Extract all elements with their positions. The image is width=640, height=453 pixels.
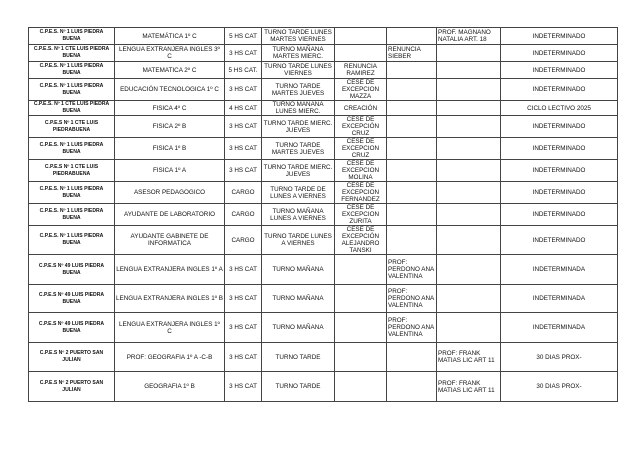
schedule-cell: TURNO TARDE MARTES JUEVES xyxy=(262,79,335,101)
reason-cell: CESE DE EXCEPCION MOLINA xyxy=(335,160,387,182)
schedule-cell: TURNO MAÑANA xyxy=(262,255,335,285)
professor-cell xyxy=(437,226,501,255)
duration-cell: INDETERMINADO xyxy=(501,160,618,182)
school-cell: C.P.E.S Nº 49 LUIS PIEDRA BUENA xyxy=(29,285,115,313)
hours-cell: 5 HS CAT. xyxy=(225,62,262,79)
school-cell: C.P.E.S. Nº 1 CTE LUIS PIEDRA BUENA xyxy=(29,101,115,116)
professor-cell: PROF: FRANK MATIAS LIC ART 11 xyxy=(437,343,501,372)
subject-cell: LENGUA EXTRANJERA INGLES 1º B xyxy=(115,285,225,313)
duration-cell: INDETERMINADO xyxy=(501,45,618,62)
reason-cell: CESE DE EXCEPCION CRUZ xyxy=(335,138,387,160)
school-cell: C.P.E.S. Nº 1 CTE LUIS PIEDRA BUENA xyxy=(29,45,115,62)
table-row xyxy=(29,116,618,138)
school-cell: C.P.E.S Nº 49 LUIS PIEDRA BUENA xyxy=(29,313,115,343)
table-row xyxy=(29,372,618,402)
duration-cell: INDETERMINADO xyxy=(501,182,618,204)
reason-cell xyxy=(335,28,387,45)
hours-cell: 3 HS CAT xyxy=(225,313,262,343)
school-cell: C.P.E.S. Nº 1 LUIS PIEDRA BUENA xyxy=(29,204,115,226)
subject-cell: MATEMÁTICA 1º C xyxy=(115,28,225,45)
reason-cell: CESE DE EXCEPCIÓN ALEJANDRO TANSKI xyxy=(335,226,387,255)
table-row xyxy=(29,204,618,226)
professor-cell xyxy=(437,101,501,116)
professor-cell: PROF. MAGNANO NATALIA ART. 18 xyxy=(437,28,501,45)
duration-cell: 30 DIAS PROX- xyxy=(501,372,618,402)
schedule-cell: TURNO MAÑANA MARTES MIERC. xyxy=(262,45,335,62)
school-cell: C.P.E.S Nº 2 PUERTO SAN JULIAN xyxy=(29,372,115,402)
hours-cell: 3 HS CAT xyxy=(225,138,262,160)
replacement-cell xyxy=(387,226,437,255)
table-row xyxy=(29,255,618,285)
table-row xyxy=(29,45,618,62)
subject-cell: ASESOR PEDAGOGICO xyxy=(115,182,225,204)
subject-cell: MATEMATICA 2º C xyxy=(115,62,225,79)
schedule-cell: TURNO TARDE DE LUNES A VIERNES xyxy=(262,182,335,204)
duration-cell: INDETERMINADO xyxy=(501,28,618,45)
subject-cell: AYUDANTE DE LABORATORIO xyxy=(115,204,225,226)
school-cell: C.P.E.S. Nº 1 LUIS PIEDRA BUENA xyxy=(29,138,115,160)
table-row xyxy=(29,138,618,160)
school-cell: C.P.E.S Nº 1 CTE LUIS PIEDRABUENA xyxy=(29,116,115,138)
replacement-cell xyxy=(387,372,437,402)
reason-cell: CESE DE EXCEPCION MAZZA xyxy=(335,79,387,101)
hours-cell: 3 HS CAT xyxy=(225,255,262,285)
schedule-cell: TURNO MAÑANA LUNES MIERC. xyxy=(262,101,335,116)
hours-cell: CARGO xyxy=(225,226,262,255)
subject-cell: EDUCACIÓN TECNOLOGICA 1º C xyxy=(115,79,225,101)
duration-cell: INDETERMINADA xyxy=(501,285,618,313)
hours-cell: 3 HS CAT xyxy=(225,372,262,402)
replacement-cell xyxy=(387,116,437,138)
schedule-cell: TURNO MAÑANA LUNES A VIERNES xyxy=(262,204,335,226)
professor-cell xyxy=(437,255,501,285)
table-row xyxy=(29,62,618,79)
replacement-cell: PROF: PERDONO ANA VALENTINA xyxy=(387,313,437,343)
professor-cell xyxy=(437,182,501,204)
schedule-cell: TURNO TARDE xyxy=(262,372,335,402)
subject-cell: FISICA 4º C xyxy=(115,101,225,116)
schedule-cell: TURNO MAÑANA xyxy=(262,313,335,343)
reason-cell xyxy=(335,45,387,62)
replacement-cell xyxy=(387,343,437,372)
subject-cell: LENGUA EXTRANJERA INGLES 1º C xyxy=(115,313,225,343)
school-cell: C.P.E.S. Nº 1 LUIS PIEDRA BUENA xyxy=(29,182,115,204)
subject-cell: LENGUA EXTRANJERA INGLES 1º A xyxy=(115,255,225,285)
schedule-cell: TURNO TARDE LUNES A VIERNES xyxy=(262,226,335,255)
schedule-cell: TURNO TARDE xyxy=(262,343,335,372)
professor-cell xyxy=(437,79,501,101)
duration-cell: INDETERMINADO xyxy=(501,204,618,226)
table-row xyxy=(29,313,618,343)
replacement-cell xyxy=(387,204,437,226)
hours-cell: CARGO xyxy=(225,204,262,226)
school-cell: C.P.E.S Nº 49 LUIS PIEDRA BUENA xyxy=(29,255,115,285)
table-row xyxy=(29,101,618,116)
hours-cell: 3 HS CAT xyxy=(225,79,262,101)
table-row xyxy=(29,285,618,313)
table-row xyxy=(29,160,618,182)
subject-cell: AYUDANTE GABINETE DE INFORMATICA xyxy=(115,226,225,255)
schedule-cell: TURNO MAÑANA xyxy=(262,285,335,313)
reason-cell xyxy=(335,372,387,402)
replacement-cell xyxy=(387,182,437,204)
duration-cell: INDETERMINADA xyxy=(501,313,618,343)
professor-cell xyxy=(437,62,501,79)
schedule-cell: TURNO TARDE MIERC. JUEVES xyxy=(262,160,335,182)
reason-cell: CESE DE EXCEPCION ZURITA xyxy=(335,204,387,226)
subject-cell: GEOGRAFIA 1º B xyxy=(115,372,225,402)
professor-cell xyxy=(437,116,501,138)
hours-cell: 3 HS CAT xyxy=(225,116,262,138)
vacancies-table xyxy=(28,27,618,402)
replacement-cell xyxy=(387,62,437,79)
replacement-cell xyxy=(387,28,437,45)
table-row xyxy=(29,343,618,372)
professor-cell: PROF: FRANK MATIAS LIC ART 11 xyxy=(437,372,501,402)
reason-cell: CESE DE EXCEPCION FERNANDEZ xyxy=(335,182,387,204)
reason-cell: RENUNCIA RAMIREZ xyxy=(335,62,387,79)
school-cell: C.P.E.S. Nº 1 LUIS PIEDRA BUENA xyxy=(29,28,115,45)
school-cell: C.P.E.S Nº 1 CTE LUIS PIEDRABUENA xyxy=(29,160,115,182)
replacement-cell: RENUNCIA SIEBER xyxy=(387,45,437,62)
schedule-cell: TURNO TARDE LUNES MARTES VIERNES xyxy=(262,28,335,45)
replacement-cell xyxy=(387,79,437,101)
subject-cell: LENGUA EXTRANJERA INGLES 3º C xyxy=(115,45,225,62)
duration-cell: CICLO LECTIVO 2025 xyxy=(501,101,618,116)
reason-cell xyxy=(335,285,387,313)
duration-cell: INDETERMINADO xyxy=(501,116,618,138)
school-cell: C.P.E.S Nº 2 PUERTO SAN JULIAN xyxy=(29,343,115,372)
school-cell: C.P.E.S. Nº 1 LUIS PIEDRA BUENA xyxy=(29,226,115,255)
professor-cell xyxy=(437,138,501,160)
hours-cell: CARGO xyxy=(225,182,262,204)
schedule-cell: TURNO TARDE MIERC. JUEVES xyxy=(262,116,335,138)
reason-cell: CREACIÓN xyxy=(335,101,387,116)
subject-cell: FISICA 2º B xyxy=(115,116,225,138)
replacement-cell xyxy=(387,160,437,182)
reason-cell xyxy=(335,313,387,343)
professor-cell xyxy=(437,285,501,313)
replacement-cell: PROF: PERDONO ANA VALENTINA xyxy=(387,285,437,313)
duration-cell: INDETERMINADO xyxy=(501,79,618,101)
school-cell: C.P.E.S. Nº 1 LUIS PIEDRA BUENA xyxy=(29,79,115,101)
reason-cell xyxy=(335,255,387,285)
duration-cell: INDETERMINADA xyxy=(501,255,618,285)
professor-cell xyxy=(437,204,501,226)
replacement-cell: PROF: PERDONO ANA VALENTINA xyxy=(387,255,437,285)
hours-cell: 3 HS CAT xyxy=(225,45,262,62)
duration-cell: INDETERMINADO xyxy=(501,62,618,79)
subject-cell: FISICA 1º A xyxy=(115,160,225,182)
professor-cell xyxy=(437,313,501,343)
subject-cell: PROF: GEOGRAFIA 1º A -C-B xyxy=(115,343,225,372)
reason-cell xyxy=(335,343,387,372)
replacement-cell xyxy=(387,138,437,160)
table-row xyxy=(29,182,618,204)
hours-cell: 3 HS CAT xyxy=(225,160,262,182)
table-row xyxy=(29,79,618,101)
table-row xyxy=(29,28,618,45)
reason-cell: CESE DE EXCEPCIÓN CRUZ xyxy=(335,116,387,138)
hours-cell: 3 HS CAT xyxy=(225,343,262,372)
replacement-cell xyxy=(387,101,437,116)
hours-cell: 5 HS CAT xyxy=(225,28,262,45)
professor-cell xyxy=(437,160,501,182)
duration-cell: 30 DIAS PROX- xyxy=(501,343,618,372)
schedule-cell: TURNO TARDE LUNES VIERNES xyxy=(262,62,335,79)
hours-cell: 3 HS CAT xyxy=(225,285,262,313)
professor-cell xyxy=(437,45,501,62)
duration-cell: INDETERMINADO xyxy=(501,138,618,160)
duration-cell: INDETERMINADO xyxy=(501,226,618,255)
hours-cell: 4 HS CAT xyxy=(225,101,262,116)
subject-cell: FISICA 1º B xyxy=(115,138,225,160)
schedule-cell: TURNO TARDE MARTES JUEVES xyxy=(262,138,335,160)
table-row xyxy=(29,226,618,255)
school-cell: C.P.E.S. Nº 1 LUIS PIEDRA BUENA xyxy=(29,62,115,79)
